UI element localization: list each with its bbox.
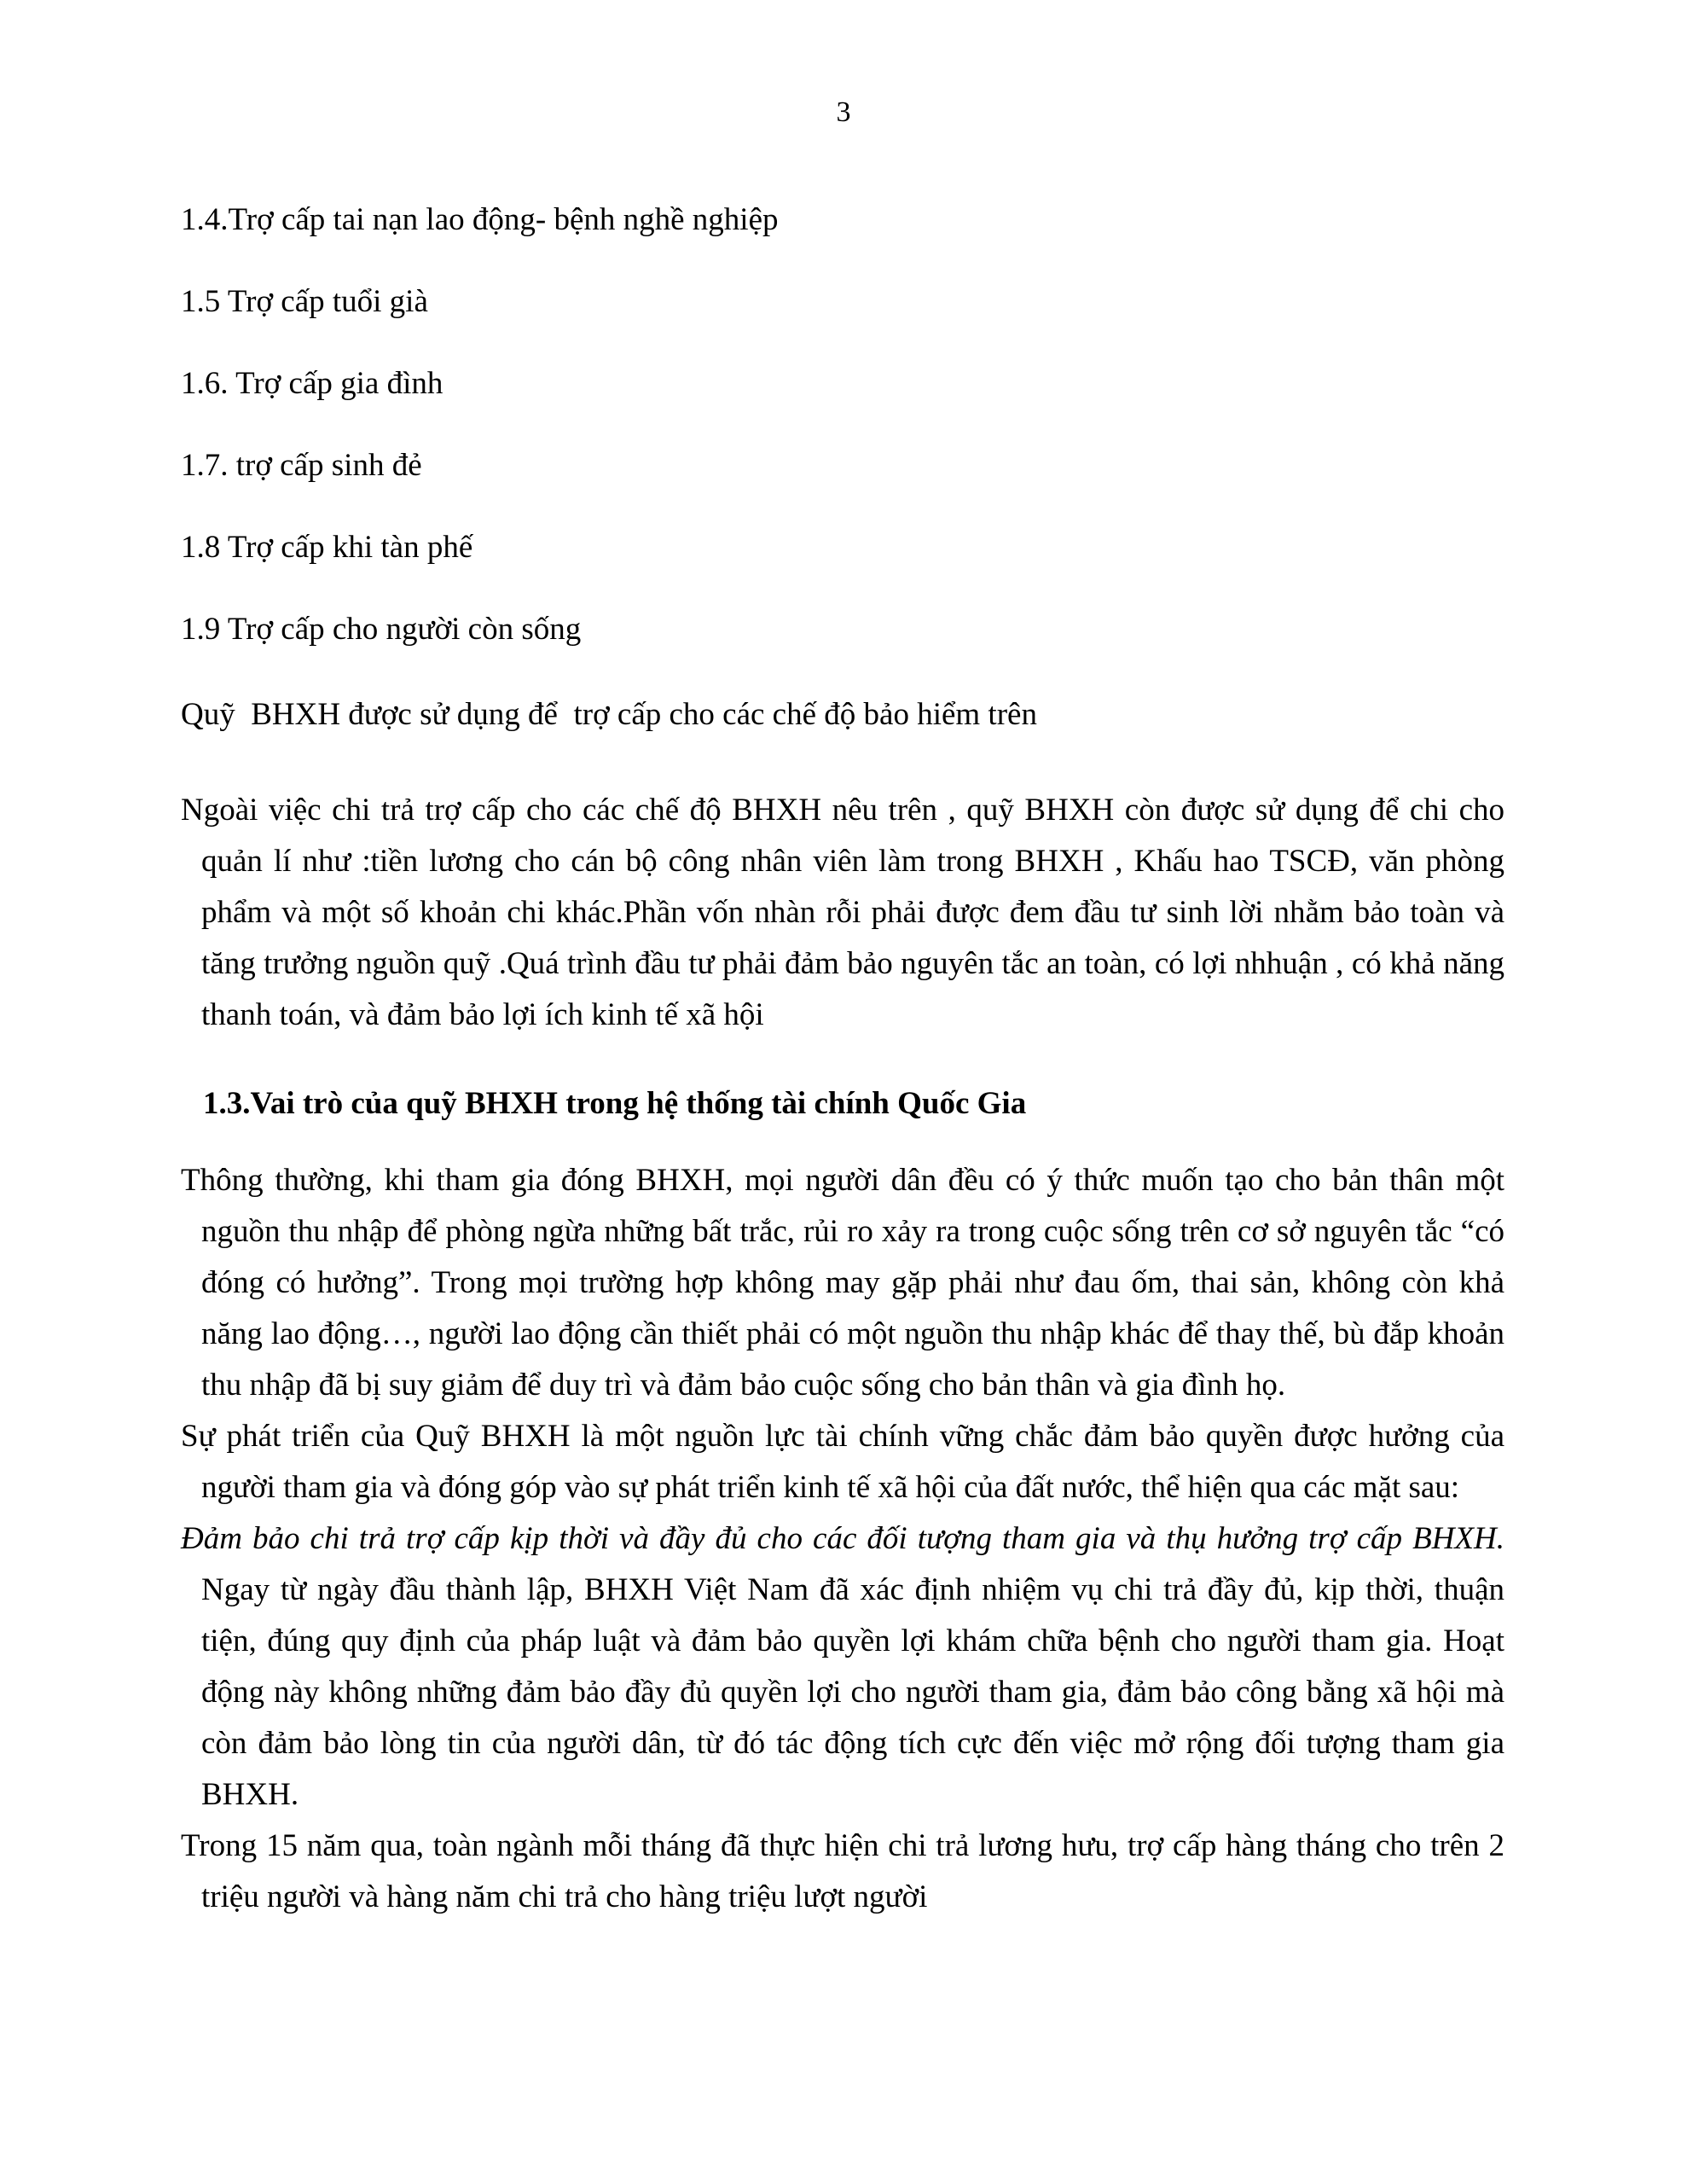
- outline-item-1-4: 1.4.Trợ cấp tai nạn lao động- bệnh nghề nghiệp: [181, 202, 779, 237]
- outline-item-1-8: 1.8 Trợ cấp khi tàn phế: [181, 530, 473, 565]
- paragraph-payment-italic-lead: Đảm bảo chi trả trợ cấp kịp thời và đầy đủ cho các đối tượng tham gia và thụ hưởng trợ cấp BHXH.: [181, 1521, 1504, 1556]
- paragraph-statistics: Trong 15 năm qua, toàn ngành mỗi tháng đã thực hiện chi trả lương hưu, trợ cấp hàng tháng cho trên 2 triệu người và hàng năm chi trả cho hàng triệu lượt người: [181, 1828, 1504, 1914]
- outline-item-1-9: 1.9 Trợ cấp cho người còn sống: [181, 612, 582, 647]
- page-content: [181, 179, 1504, 1923]
- fund-usage-note: Quỹ BHXH được sử dụng để trợ cấp cho các chế độ bảo hiểm trên: [181, 697, 1037, 732]
- paragraph-payment: [181, 1513, 1504, 1821]
- paragraph-expenses: Ngoài việc chi trả trợ cấp cho các chế độ BHXH nêu trên , quỹ BHXH còn được sử dụng để chi cho quản lí như :tiền lương cho cán bộ công nhân viên làm trong BHXH , Khấu hao TSCĐ, văn phòng phẩm và một số khoản chi khác.Phần vốn nhàn rỗi phải được đem đầu tư sinh lời nhằm bảo toàn và tăng trưởng nguồn quỹ .Quá trình đầu tư phải đảm bảo nguyên tắc an toàn, có lợi nhhuận , có khả năng thanh toán, và đảm bảo lợi ích kinh tế xã hội: [181, 793, 1504, 1032]
- paragraph-development: Sự phát triển của Quỹ BHXH là một nguồn lực tài chính vững chắc đảm bảo quyền được hưởng của người tham gia và đóng góp vào sự phát triển kinh tế xã hội của đất nước, thể hiện qua các mặt sau:: [181, 1419, 1504, 1505]
- outline-item-1-5: 1.5 Trợ cấp tuổi già: [181, 284, 428, 319]
- section-heading-1-3: 1.3.Vai trò của quỹ BHXH trong hệ thống tài chính Quốc Gia: [203, 1086, 1027, 1121]
- paragraph-payment-body: Ngay từ ngày đầu thành lập, BHXH Việt Nam đã xác định nhiệm vụ chi trả đầy đủ, kịp thời, thuận tiện, đúng quy định của pháp luật và đảm bảo quyền lợi khám chữa bệnh cho người tham gia. Hoạt động này không những đảm bảo đầy đủ quyền lợi cho người tham gia, đảm bảo công bằng xã hội mà còn đảm bảo lòng tin của người dân, từ đó tác động tích cực đến việc mở rộng đối tượng tham gia BHXH.: [201, 1572, 1504, 1812]
- paragraph-awareness: Thông thường, khi tham gia đóng BHXH, mọi người dân đều có ý thức muốn tạo cho bản thân một nguồn thu nhập để phòng ngừa những bất trắc, rủi ro xảy ra trong cuộc sống trên cơ sở nguyên tắc “có đóng có hưởng”. Trong mọi trường hợp không may gặp phải như đau ốm, thai sản, không còn khả năng lao động…, người lao động cần thiết phải có một nguồn thu nhập khác để thay thế, bù đắp khoản thu nhập đã bị suy giảm để duy trì và đảm bảo cuộc sống cho bản thân và gia đình họ.: [181, 1163, 1504, 1403]
- outline-item-1-6: 1.6. Trợ cấp gia đình: [181, 366, 443, 401]
- outline-item-1-7: 1.7. trợ cấp sinh đẻ: [181, 448, 422, 483]
- page-number: 3: [836, 96, 851, 128]
